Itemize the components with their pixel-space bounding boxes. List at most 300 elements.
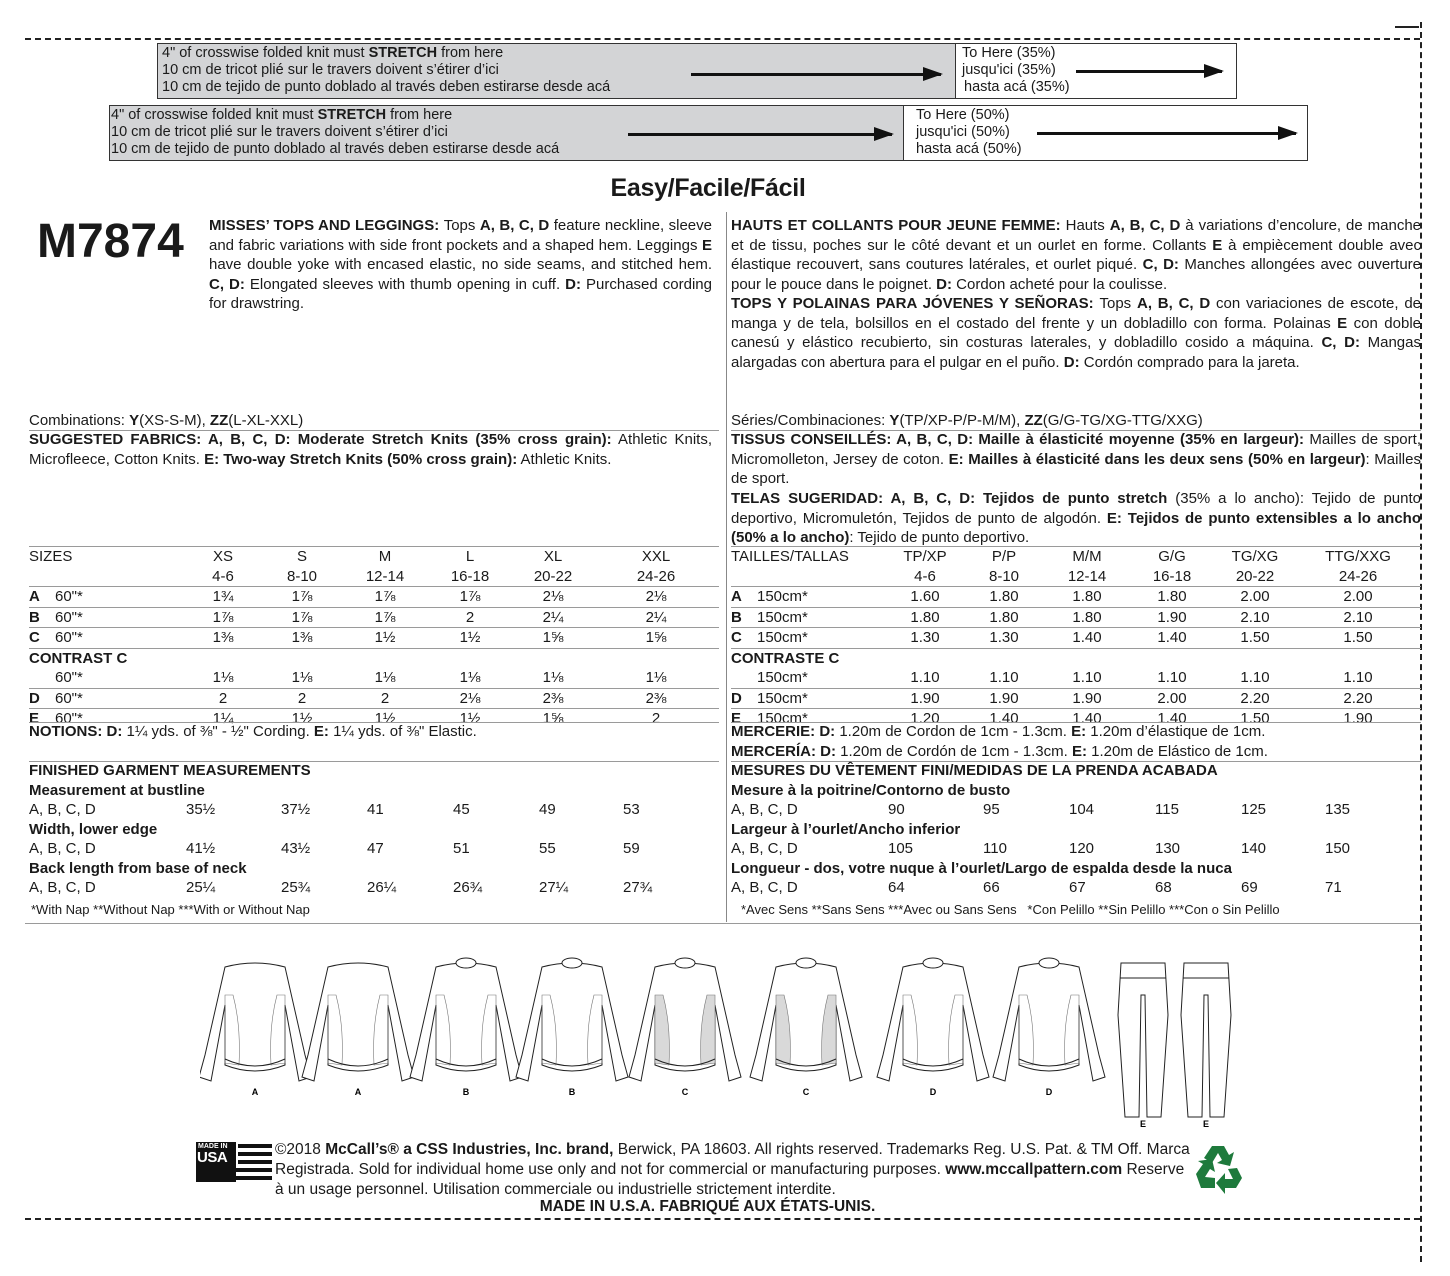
- yardage-value: 1¼: [185, 709, 261, 729]
- size-header: L: [465, 548, 475, 565]
- gauge-from-panel: [110, 106, 904, 160]
- text: Tops: [1099, 295, 1137, 312]
- text: con variaciones de escote, de manga y de tela, bolsillos en el costado del frente y un dobladillo con forma. Polainas: [731, 295, 1422, 332]
- text: (35% a lo ancho): Tejido de punto deportivo, Micromuletón, Tejidos de punto de algodón.: [731, 490, 1421, 527]
- size-range: 8-10: [286, 567, 318, 585]
- size-header: M/M: [1072, 548, 1102, 565]
- yardage-value: 1⅞: [185, 607, 261, 628]
- notions-fr: [731, 722, 1421, 742]
- yardage-value: 1.90: [1295, 709, 1421, 729]
- view-label: E: [29, 709, 55, 729]
- view-label: B: [462, 1087, 470, 1097]
- text: à empiècement double avec élastique recouvert, sans coutures latérales, et ourlet piqué.: [731, 236, 1421, 273]
- gauge-from-fr: 10 cm de tricot plié sur le travers doivent s’étirer d’ici: [111, 124, 448, 140]
- suggested-fabrics-en: [29, 430, 712, 469]
- measurement-value: 104: [1069, 801, 1095, 818]
- leggings-sketch: [1118, 963, 1168, 1117]
- gauge-from-panel: [158, 44, 956, 98]
- yardage-value: 1⅝: [513, 628, 593, 649]
- measurement-value: 26¼: [367, 879, 397, 896]
- bold-text: McCall’s® a CSS Industries, Inc. brand,: [325, 1141, 614, 1158]
- view-label: A: [29, 587, 55, 608]
- size-range: 4-6: [212, 567, 234, 585]
- measurement-value: 53: [623, 801, 640, 818]
- text: (G/G-TG/XG-TTG/XXG): [1042, 412, 1203, 429]
- measurement-row: [731, 839, 1421, 859]
- yardage-value: 1.10: [1240, 669, 1270, 686]
- bold-text: MERCERIE: D:: [731, 723, 836, 740]
- gauge-to-es: hasta acá (35%): [964, 79, 1070, 95]
- gauge-from-fr: 10 cm de tricot plié sur le travers doivent s’étirer d’ici: [162, 62, 499, 78]
- text: Berwick, PA 18603. All rights reserved. Trademarks Reg. U.S. Pat. & TM Off. Marca Registrada. Sold for individual home use only and not for commercial or manufacturing purposes.: [275, 1141, 1190, 1178]
- measurement-value: 105: [888, 840, 914, 857]
- yardage-value: 2¼: [593, 607, 719, 628]
- bold-text: TISSUS CONSEILLÉS: A, B, C, D: Maille à élasticité moyenne (35% en largeur):: [731, 431, 1305, 448]
- finished-measurements-imperial: [29, 761, 719, 919]
- measurement-value: 66: [983, 879, 1000, 896]
- yardage-value: 2.00: [1295, 587, 1421, 608]
- text: Cordon acheté pour la coulisse.: [951, 275, 1168, 293]
- yardage-value: 1.30: [963, 628, 1045, 649]
- gauge-to-en: To Here (35%): [962, 45, 1056, 61]
- row-label: A, B, C, D: [731, 840, 798, 857]
- spacer: [29, 668, 55, 688]
- yardage-value: 2⅛: [513, 587, 593, 608]
- measurement-value: 25¼: [186, 879, 216, 896]
- divider: [25, 923, 1421, 924]
- yardage-value: 1⅞: [427, 587, 513, 608]
- yardage-value: 1½: [427, 628, 513, 649]
- description-es: [731, 294, 1421, 372]
- arrow-right-icon: [1037, 132, 1296, 135]
- bold-text: D:: [565, 275, 581, 293]
- yardage-value: 1⅝: [593, 628, 719, 649]
- header-row: [731, 547, 1421, 567]
- bold-text: C, D:: [1142, 256, 1179, 273]
- measurement-value: 59: [623, 840, 640, 857]
- table-row: [29, 607, 719, 628]
- yardage-value: 1.90: [887, 688, 963, 709]
- text: 1¼ yds. of ⅜" - ½" Cording.: [122, 723, 314, 740]
- gauge-to-es: hasta acá (50%): [916, 141, 1022, 157]
- text: Reserve à un usage personnel. Utilisation commerciale ou industrielle strictement interdite.: [275, 1161, 1185, 1198]
- size-range: 16-18: [1152, 567, 1192, 585]
- bold-text: C, D:: [1321, 334, 1360, 351]
- measurement-label: Mesure à la poitrine/Contorno de busto: [731, 781, 1011, 799]
- yardage-value: 1⅜: [261, 628, 343, 649]
- measurement-value: 120: [1069, 840, 1095, 857]
- yardage-value: 2⅛: [427, 688, 513, 709]
- bold-text: C, D:: [209, 275, 245, 293]
- suggested-fabrics-fr: [731, 430, 1421, 489]
- measurement-label: Measurement at bustline: [29, 781, 205, 799]
- yardage-value: 1½: [343, 709, 427, 729]
- size-range: 4-6: [914, 567, 936, 585]
- spacer: [757, 567, 887, 587]
- header-label: TAILLES/TALLAS: [731, 548, 849, 565]
- yardage-value: 1.40: [1045, 628, 1129, 649]
- measurement-row: [731, 878, 1421, 898]
- yardage-value: 1⅞: [343, 607, 427, 628]
- table-row: [731, 668, 1421, 688]
- measurement-value: 26¾: [453, 879, 483, 896]
- yardage-value: 2¼: [513, 607, 593, 628]
- fabric-width: 150cm*: [757, 587, 887, 608]
- measurement-value: 64: [888, 879, 905, 896]
- fabric-width: 60"*: [55, 607, 185, 628]
- section-title: FINISHED GARMENT MEASUREMENTS: [29, 762, 311, 779]
- view-label: E: [1202, 1119, 1210, 1129]
- yardage-value: 2.20: [1215, 688, 1295, 709]
- size-range: 24-26: [1338, 567, 1378, 585]
- measurement-row: [29, 800, 719, 820]
- size-range: 20-22: [1235, 567, 1275, 585]
- combinations-en: [29, 411, 719, 431]
- yardage-value: 2⅜: [593, 688, 719, 709]
- measurement-value: 49: [539, 801, 556, 818]
- range-row: [731, 567, 1421, 587]
- size-header: TP/XP: [903, 548, 947, 565]
- arrow-right-icon: [691, 73, 941, 76]
- measurement-value: 51: [453, 840, 470, 857]
- yardage-value: 1⅛: [645, 669, 667, 686]
- yardage-value: 1⅞: [343, 587, 427, 608]
- top-sketch: [410, 963, 522, 1081]
- text: con doble canesú y elástico recubierto, sin costuras laterales, y dobladillo cosido a máquina.: [731, 314, 1421, 351]
- yardage-table-imperial: [29, 547, 719, 729]
- size-header: P/P: [991, 548, 1017, 565]
- finished-measurements-metric: [731, 761, 1421, 919]
- bold-text: E: [1212, 236, 1223, 254]
- text: Tops: [443, 217, 480, 234]
- yardage-value: 1.80: [963, 607, 1045, 628]
- arrow-right-icon: [1076, 70, 1222, 73]
- contrast-header-row: [731, 648, 1421, 668]
- view-label: C: [29, 628, 55, 649]
- row-label: A, B, C, D: [29, 879, 96, 896]
- spacer: [55, 567, 185, 587]
- measurement-value: 45: [453, 801, 470, 818]
- yardage-value: 1⅜: [185, 628, 261, 649]
- yardage-value: 2⅛: [593, 587, 719, 608]
- measurement-value: 69: [1241, 879, 1258, 896]
- view-label: E: [731, 709, 757, 729]
- yardage-value: 2.20: [1295, 688, 1421, 709]
- collar: [923, 958, 943, 968]
- measurement-label: Width, lower edge: [29, 820, 158, 838]
- yardage-value: 2: [185, 688, 261, 709]
- table-row: [731, 587, 1421, 608]
- measurement-label: Longueur - dos, votre nuque à l’ourlet/Largo de espalda desde la nuca: [731, 859, 1232, 877]
- gauge-from-es: 10 cm de tejido de punto doblado al través deben estirarse desde acá: [111, 141, 560, 157]
- measurement-value: 27¾: [623, 879, 653, 896]
- size-header: XS: [212, 548, 233, 565]
- gauge-to-panel: [956, 44, 1236, 98]
- view-label: B: [731, 607, 757, 628]
- notions-en: [29, 722, 719, 742]
- table-row: [29, 587, 719, 608]
- badge-small-text: MADE IN: [198, 1143, 228, 1150]
- measurement-label: Largeur à l’ourlet/Ancho inferior: [731, 820, 961, 838]
- recycle-icon: [1192, 1142, 1244, 1194]
- fabric-width: 60"*: [55, 669, 83, 686]
- text: 1.20m de Cordón de 1cm - 1.3cm.: [836, 743, 1072, 760]
- yardage-value: 1.90: [1129, 607, 1215, 628]
- table-row: [29, 668, 719, 688]
- bold-text: TOPS Y POLAINAS PARA JÓVENES Y SEÑORAS:: [731, 295, 1100, 312]
- size-header: TTG/XXG: [1325, 548, 1391, 565]
- nap-footnote: *Avec Sens **Sans Sens ***Avec ou Sans Sens *Con Pelillo **Sin Pelillo ***Con o Sin Pelillo: [741, 901, 1280, 917]
- bold-text: E:: [313, 723, 329, 740]
- view-label: B: [29, 607, 55, 628]
- bold-text: HAUTS ET COLLANTS POUR JEUNE FEMME:: [731, 217, 1066, 234]
- table-row: [731, 607, 1421, 628]
- yardage-value: 1⅛: [459, 669, 481, 686]
- stretch-gauge-35: [157, 43, 1237, 99]
- table-row: [731, 628, 1421, 649]
- bold-text: E: Two-way Stretch Knits (50% cross grain):: [204, 450, 518, 468]
- yardage-value: 2: [593, 709, 719, 729]
- measurement-value: 95: [983, 801, 1000, 818]
- measurement-row: [29, 839, 719, 859]
- bold-text: E:: [1071, 743, 1087, 760]
- fabric-width: 150cm*: [757, 688, 887, 709]
- leggings-sketch: [1181, 963, 1231, 1117]
- notions-es: [731, 742, 1421, 762]
- yardage-value: 1.30: [887, 628, 963, 649]
- text: Elongated sleeves with thumb opening in cuff.: [244, 275, 566, 293]
- text: Séries/Combinaciones:: [731, 412, 890, 429]
- yardage-value: 1.90: [1045, 688, 1129, 709]
- top-sketch: [302, 963, 414, 1081]
- yardage-value: 1⅝: [513, 709, 593, 729]
- yardage-value: 1½: [343, 628, 427, 649]
- spacer: [29, 567, 55, 587]
- fabric-width: 60"*: [55, 709, 185, 729]
- yardage-value: 1.80: [1045, 587, 1129, 608]
- bold-text: A, B, C, D: [1109, 217, 1181, 234]
- view-label: C: [802, 1087, 810, 1097]
- size-header: XL: [543, 548, 563, 565]
- top-sketch: [629, 963, 741, 1081]
- text: 1.20m de Cordon de 1cm - 1.3cm.: [835, 723, 1072, 740]
- stretch-gauge-50: [109, 105, 1308, 161]
- yardage-value: 1.80: [963, 587, 1045, 608]
- view-label: D: [29, 688, 55, 709]
- row-label: A, B, C, D: [731, 801, 798, 818]
- gauge-to-panel: [904, 106, 1307, 160]
- bold-text: A, B, C, D: [479, 217, 550, 234]
- description-fr: [731, 216, 1421, 294]
- bold-text: www.mccallpattern.com: [945, 1161, 1123, 1178]
- size-range: 12-14: [1067, 567, 1107, 585]
- bold-text: SUGGESTED FABRICS: A, B, C, D: Moderate Stretch Knits (35% cross grain):: [29, 431, 612, 448]
- collar: [675, 958, 695, 968]
- fabric-width: 150cm*: [757, 669, 808, 686]
- range-row: [29, 567, 719, 587]
- view-label: B: [568, 1087, 576, 1097]
- cut-line-bottom: [25, 1218, 1420, 1220]
- yardage-value: 1.50: [1215, 709, 1295, 729]
- text: : Mailles de sport.: [731, 450, 1421, 487]
- bold-text: TELAS SUGERIDAD: A, B, C, D: Tejidos de punto stretch: [731, 490, 1168, 507]
- yardage-value: 2: [343, 688, 427, 709]
- spacer: [731, 668, 757, 688]
- badge-big-text: USA: [197, 1149, 228, 1166]
- measurement-value: 43½: [281, 840, 311, 857]
- yardage-value: 1.40: [1129, 709, 1215, 729]
- fabric-width: 60"*: [55, 688, 185, 709]
- top-sketch: [877, 963, 989, 1081]
- copyright-notice: [275, 1140, 1195, 1200]
- size-header: M: [378, 548, 392, 565]
- measurement-value: 37½: [281, 801, 311, 818]
- combinations-fr-es: [731, 411, 1421, 431]
- text: (L-XL-XXL): [228, 412, 304, 429]
- text: : Tejido de punto deportivo.: [849, 529, 1030, 546]
- collar: [562, 958, 582, 968]
- text: à variations d’encolure, de manche et de tissu, poches sur le côté devant et un ourlet en forme. Collants: [731, 217, 1422, 254]
- section-title: MESURES DU VÊTEMENT FINI/MEDIDAS DE LA PRENDA ACABADA: [731, 762, 1218, 779]
- yardage-value: 2⅜: [513, 688, 593, 709]
- measurement-value: 67: [1069, 879, 1086, 896]
- measurement-row: [29, 878, 719, 898]
- text: Cordón comprado para la jareta.: [1079, 353, 1300, 371]
- text: 1.20m d’élastique de 1cm.: [1086, 723, 1266, 740]
- made-in-usa-badge: [196, 1142, 272, 1182]
- text: (XS-S-M),: [139, 412, 210, 429]
- bold-text: MERCERÍA: D:: [731, 743, 836, 760]
- yardage-value: 1.60: [887, 587, 963, 608]
- text: Combinations:: [29, 412, 130, 429]
- yardage-value: 1⅛: [291, 669, 313, 686]
- table-row: [29, 688, 719, 709]
- measurement-value: 115: [1155, 801, 1179, 818]
- text: have double yoke with encased elastic, no side seams, and stitched hem.: [209, 256, 712, 273]
- measurement-value: 47: [367, 840, 384, 857]
- measurement-value: 27¼: [539, 879, 569, 896]
- column-divider: [726, 212, 727, 922]
- bold-text: E:: [1071, 723, 1087, 740]
- difficulty-title: Easy/Facile/Fácil: [610, 174, 806, 202]
- description-en: [209, 216, 712, 314]
- collar: [796, 958, 816, 968]
- bold-text: D:: [1063, 353, 1080, 371]
- yardage-value: 2: [427, 607, 513, 628]
- yardage-value: 1.40: [963, 709, 1045, 729]
- text: Mailles de sport, Micromolleton, Jersey de coton.: [731, 431, 1421, 468]
- view-label: A: [731, 587, 757, 608]
- top-sketch: [993, 963, 1105, 1081]
- measurement-value: 90: [888, 801, 905, 818]
- measurement-value: 140: [1241, 840, 1267, 857]
- yardage-value: 1⅛: [542, 669, 564, 686]
- text: 1.20m de Elástico de 1cm.: [1086, 743, 1268, 760]
- arrow-right-icon: [628, 133, 892, 136]
- garment-illustrations: [200, 955, 1240, 1130]
- measurement-value: 68: [1155, 879, 1172, 896]
- yardage-value: 1.10: [1072, 669, 1102, 686]
- yardage-value: 1.80: [1045, 607, 1129, 628]
- yardage-value: 1.10: [1157, 669, 1187, 686]
- measurement-value: 55: [539, 840, 556, 857]
- measurement-value: 110: [983, 840, 1007, 857]
- yardage-value: 1½: [427, 709, 513, 729]
- view-label: A: [251, 1087, 259, 1097]
- size-header: XXL: [641, 548, 671, 565]
- yardage-value: 1⅛: [212, 669, 234, 686]
- view-label: D: [929, 1087, 937, 1097]
- view-label: D: [1045, 1087, 1053, 1097]
- top-sketch: [516, 963, 628, 1081]
- size-header: TG/XG: [1231, 548, 1279, 565]
- text: Athletic Knits, Microfleece, Cotton Knits.: [29, 431, 712, 468]
- yardage-value: 1¾: [185, 587, 261, 608]
- suggested-fabrics-es: [731, 489, 1421, 548]
- bold-text: E: Mailles à élasticité dans les deux sens (50% en largeur): [948, 450, 1366, 468]
- yardage-value: 1.10: [1343, 669, 1373, 686]
- measurement-value: 41½: [186, 840, 216, 857]
- text: feature neckline, sleeve and fabric variations with side front pockets and a shaped hem. Leggings: [209, 217, 712, 254]
- measurement-label: Back length from base of neck: [29, 859, 247, 877]
- bold-text: E: [701, 236, 712, 254]
- yardage-value: 2.00: [1215, 587, 1295, 608]
- view-label: CONTRAST C: [29, 648, 719, 668]
- measurement-row: [731, 800, 1421, 820]
- top-sketch: [200, 963, 311, 1081]
- view-label: C: [731, 628, 757, 649]
- text: ©2018: [275, 1141, 326, 1158]
- cut-line-top: [25, 38, 1420, 40]
- yardage-value: 1⅞: [261, 607, 343, 628]
- bold-text: MISSES’ TOPS AND LEGGINGS:: [209, 217, 444, 234]
- top-sketch: [750, 963, 862, 1081]
- size-header: S: [296, 548, 307, 565]
- nap-footnote: *With Nap **Without Nap ***With or Without Nap: [31, 901, 310, 917]
- spacer: [731, 567, 757, 587]
- view-label: CONTRASTE C: [731, 648, 1421, 668]
- text: Mangas alargadas con abertura para el pulgar en el puño.: [731, 334, 1421, 371]
- row-label: A, B, C, D: [29, 801, 96, 818]
- view-label: D: [731, 688, 757, 709]
- row-label: A, B, C, D: [29, 840, 96, 857]
- bold-text: ZZ: [209, 412, 229, 429]
- size-range: 24-26: [636, 567, 676, 585]
- gauge-to-fr: jusqu'ici (35%): [962, 62, 1056, 78]
- gauge-from-en: 4" of crosswise folded knit must STRETCH from here: [111, 107, 453, 123]
- bold-text: Y: [889, 412, 900, 429]
- yardage-table-metric: [731, 547, 1421, 729]
- table-row: [731, 688, 1421, 709]
- table-row: [29, 628, 719, 649]
- size-range: 20-22: [533, 567, 573, 585]
- yardage-value: 1½: [261, 709, 343, 729]
- gauge-to-en: To Here (50%): [916, 107, 1010, 123]
- bold-text: ZZ: [1024, 412, 1043, 429]
- fabric-width: 60"*: [55, 587, 185, 608]
- measurement-value: 135: [1325, 801, 1351, 818]
- text: Athletic Knits.: [517, 450, 612, 468]
- measurement-value: 41: [367, 801, 384, 818]
- yardage-value: 1.50: [1295, 628, 1421, 649]
- contrast-header-row: [29, 648, 719, 668]
- yardage-value: 1.80: [1129, 587, 1215, 608]
- text: Manches allongées avec ouverture pour le pouce dans le poignet.: [731, 256, 1421, 293]
- fabric-width: 60"*: [55, 628, 185, 649]
- size-range: 12-14: [365, 567, 405, 585]
- gauge-to-fr: jusqu'ici (50%): [916, 124, 1010, 140]
- header-row: [29, 547, 719, 567]
